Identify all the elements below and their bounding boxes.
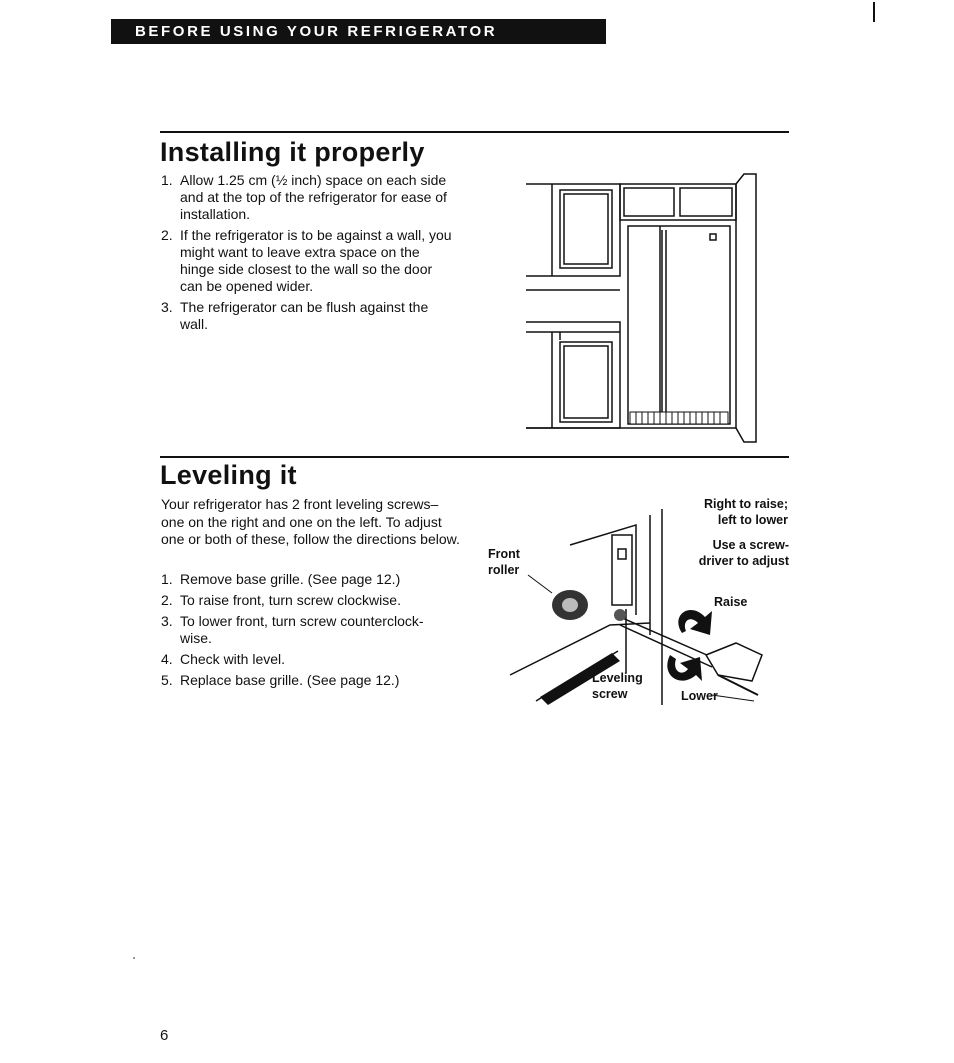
page-number: 6 xyxy=(160,1027,169,1044)
list-item: 1. Remove base grille. (See page 12.) xyxy=(161,571,401,587)
label-raise: Raise xyxy=(714,595,748,609)
installing-steps xyxy=(161,172,453,337)
page-speck xyxy=(133,957,135,959)
label-lower: Lower xyxy=(681,689,718,703)
label-right-to-raise: Right to raise; left to lower xyxy=(703,497,788,527)
list-item: 3. The refrigerator can be flush against the wall. xyxy=(161,299,429,332)
refrigerator-installation-illustration xyxy=(524,170,764,446)
section-rule xyxy=(160,131,789,133)
list-item: 3. To lower front, turn screw counterclock-wise. xyxy=(161,613,424,646)
leveling-title: Leveling it xyxy=(160,460,297,490)
page-edge-mark xyxy=(873,2,875,22)
leveling-steps xyxy=(161,571,453,693)
label-front-roller: Front roller xyxy=(488,547,520,577)
list-item: 2. To raise front, turn screw clockwise. xyxy=(161,592,401,608)
list-item: 1. Allow 1.25 cm (½ inch) space on each side and at the top of the refrigerator for ease of installation. xyxy=(161,172,447,222)
installing-title: Installing it properly xyxy=(160,137,425,167)
leveling-intro: Your refrigerator has 2 front leveling screws–one on the right and one on the left. To adjust one or both of these, follow the directions below. xyxy=(161,496,460,547)
section-header-bar: BEFORE USING YOUR REFRIGERATOR xyxy=(111,19,606,44)
list-item: 5. Replace base grille. (See page 12.) xyxy=(161,672,400,688)
section-rule xyxy=(160,456,789,458)
label-use-screwdriver: Use a screw-driver to adjust xyxy=(698,538,789,568)
list-item: 2. If the refrigerator is to be against a wall, you might want to leave extra space on the hinge side closest to the wall so the door can be opened wider. xyxy=(161,227,452,294)
label-leveling-screw: Leveling screw xyxy=(592,671,643,701)
list-item: 4. Check with level. xyxy=(161,651,286,667)
